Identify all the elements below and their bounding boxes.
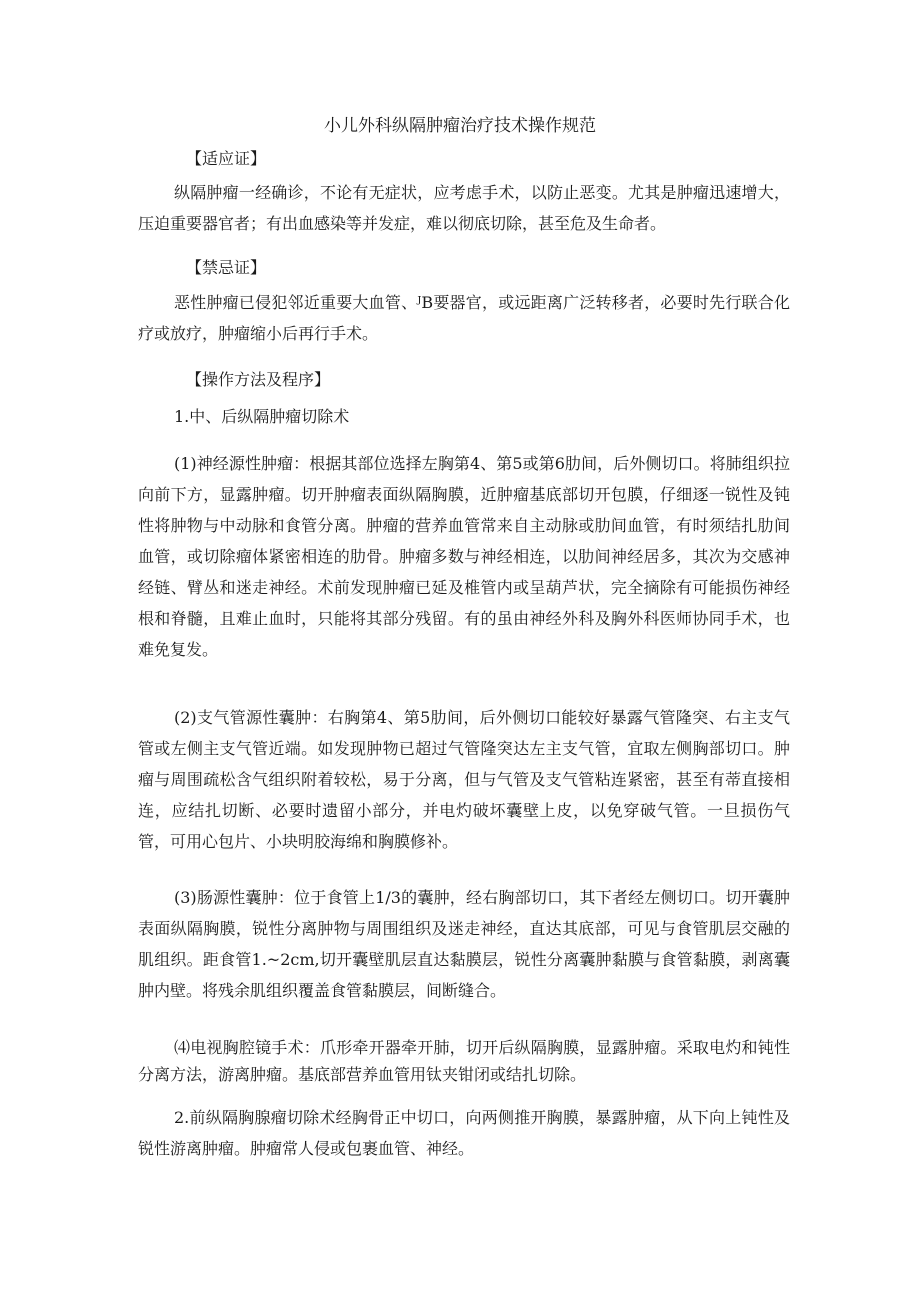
heading-methods: 【操作方法及程序】 bbox=[186, 370, 331, 389]
heading-indications: 【适应证】 bbox=[186, 149, 267, 168]
paragraph-thoracoscopic-surgery: ⑷电视胸腔镜手术：爪形牵开器牵开肺，切开后纵隔胸膜，显露肿瘤。采取电灼和钝性分离方法，游离肿瘤。基底部营养血管用钛夹钳闭或结扎切除。 bbox=[138, 1038, 790, 1084]
paragraph-neurogenic-tumor: (1)神经源性肿瘤：根据其部位选择左胸第4、第5或第6肋间，后外侧切口。将肺组织拉向前下方，显露肿瘤。切开肿瘤表面纵隔胸膜，近肿瘤基底部切开包膜，仔细逐一锐性及钝性将肿物与中动脉和食管分离。肿瘤的营养血管常来自主动脉或肋间血管，有时须结扎肋间血管，或切除瘤体紧密相连的肋骨。肿瘤多数与神经相连，以肋间神经居多，其次为交感神经链、臂丛和迷走神经。术前发现肿瘤已延及椎管内或呈葫芦状，完全摘除有可能损伤神经根和脊髓，且难止血时，只能将其部分残留。有的虽由神经外科及胸外科医师协同手术，也难免复发。 bbox=[138, 454, 790, 659]
heading-section-1: 1.中、后纵隔肿瘤切除术 bbox=[174, 407, 350, 426]
document-title: 小儿外科纵隔肿瘤治疗技术操作规范 bbox=[324, 116, 596, 136]
paragraph-contraindications: 恶性肿瘤已侵犯邻近重要大血管、ᴶB要器官，或远距离广泛转移者，必要时先行联合化疗或放疗，肿瘤缩小后再行手术。 bbox=[138, 293, 790, 343]
paragraph-bronchogenic-cyst: (2)支气管源性囊肿：右胸第4、第5肋间，后外侧切口能较好暴露气管隆突、右主支气管或左侧主支气管近端。如发现肿物已超过气管隆突达左主支气管，宜取左侧胸部切口。肿瘤与周围疏松含气组织附着较松，易于分离，但与气管及支气管粘连紧密，甚至有蒂直接相连，应结扎切断、必要时遗留小部分，并电灼破坏囊壁上皮，以免穿破气管。一旦损伤气管，可用心包片、小块明胶海绵和胸膜修补。 bbox=[138, 708, 790, 851]
heading-contraindications: 【禁忌证】 bbox=[186, 258, 267, 277]
paragraph-enterogenic-cyst: (3)肠源性囊肿：位于食管上1/3的囊肿，经右胸部切口，其下者经左侧切口。切开囊肿表面纵隔胸膜，锐性分离肿物与周围组织及迷走神经，直达其底部，可见与食管肌层交融的肌组织。距食管1.~2cm,切开囊壁肌层直达黏膜层，锐性分离囊肿黏膜与食管黏膜，剥离囊肿内壁。将残余肌组织覆盖食管黏膜层，间断缝合。 bbox=[138, 888, 790, 1000]
paragraph-indications: 纵隔肿瘤一经确诊，不论有无症状，应考虑手术，以防止恶变。尤其是肿瘤迅速增大，压迫重要器官者；有出血感染等并发症，难以彻底切除，甚至危及生命者。 bbox=[138, 183, 790, 233]
paragraph-thymoma-resection: 2.前纵隔胸腺瘤切除术经胸骨正中切口，向两侧推开胸膜，暴露肿瘤，从下向上钝性及锐性游离肿瘤。肿瘤常人侵或包裹血管、神经。 bbox=[138, 1108, 790, 1158]
